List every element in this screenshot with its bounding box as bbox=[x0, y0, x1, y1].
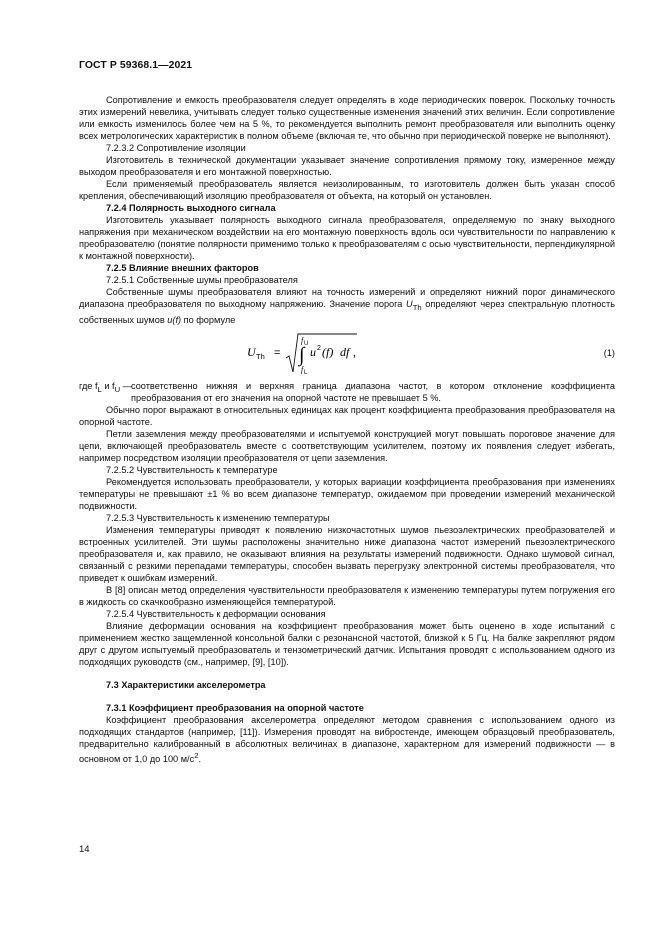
formula-differential: df bbox=[340, 344, 350, 359]
paragraph: Влияние деформации основания на коэффициент преобразования может быть оценено в ходе испытаний с применением жестко защемленной консольной балки с резонансной частотой, близкой к 5 Гц. На балке закрепляют рядом друг с другом испытуемый преобразователь и тензометрический датчик. Испытания проводят с использованием одного из подходящих руководств (см., например, [9], [10]). bbox=[79, 620, 615, 667]
formula-integrand: u bbox=[310, 344, 316, 359]
text-fragment: где f bbox=[79, 380, 98, 391]
formula-lhs-sub: Th bbox=[256, 351, 265, 361]
text-fragment: . bbox=[198, 753, 202, 764]
formula-argument: (f) bbox=[322, 344, 334, 359]
section-heading: 7.2.5 Влияние внешних факторов bbox=[106, 263, 259, 273]
paragraph: Изменения температуры приводят к появлению низкочастотных шумов пьезоэлектрических преобразователей и встроенных усилителей. Эти шумы расположены значительно ниже диапазона частот измерений пьезоэлектрического преобразователя и, как правило, не оказывают влияния на результаты измерений подвижности. Однако шумовой сигнал, связанный с резкими перепадами температуры, способен вызвать перегрузку электронной системы преобразователя, что приведет к ошибкам измерений. bbox=[79, 524, 615, 583]
subsection-heading: 7.2.5.2 Чувствительность к температуре bbox=[106, 464, 278, 475]
explanation-text: соответственно нижняя и верхняя граница диапазона частот, в котором отклонение коэффициента преобразования от его значения на опорной частоте не превышает 5 %. bbox=[131, 380, 615, 403]
paragraph bbox=[79, 286, 615, 326]
integral-lower-sub: L bbox=[304, 369, 308, 376]
formula-power: 2 bbox=[317, 344, 321, 352]
text-fragment: по формуле bbox=[181, 314, 236, 325]
text-fragment: — bbox=[120, 380, 132, 391]
paragraph: В [8] описан метод определения чувствительности преобразователя к изменению температуры путем погружения его в жидкость со скачкообразно изменяющейся температурой. bbox=[79, 584, 615, 607]
section-heading: 7.2.4 Полярность выходного сигнала bbox=[106, 203, 276, 213]
subscript: U bbox=[114, 384, 121, 394]
formula-block bbox=[79, 328, 615, 376]
subscript: Th bbox=[412, 302, 422, 312]
formula-lhs: U bbox=[247, 344, 256, 359]
subscript: L bbox=[97, 384, 102, 394]
page-number: 14 bbox=[79, 844, 90, 855]
integral-upper-limit: f bbox=[301, 335, 304, 345]
paragraph: Если применяемый преобразователь является неизолированным, то изготовитель должен быть указан способ крепления, обеспечивающий изоляцию преобразователя от объекта, на который он установлен. bbox=[79, 179, 615, 201]
text-fragment: Собственные шумы преобразователя влияют на точность измерений и определяют нижний порог динамического диапазона преобразователя по выходному напряжению. Значение порога bbox=[79, 287, 615, 309]
integral-sign: ∫ bbox=[299, 343, 305, 366]
explanation-label bbox=[79, 380, 132, 396]
paragraph: Изготовитель в технической документации указывает значение сопротивления прямому току, измеренное между выходом преобразователя и его монтажной поверхностью. bbox=[79, 155, 615, 177]
section-heading: 7.3.1 Коэффициент преобразования на опорной частоте bbox=[106, 702, 364, 713]
formula-comma: , bbox=[353, 344, 356, 359]
formula-number: (1) bbox=[603, 347, 615, 358]
variable: U bbox=[406, 299, 413, 309]
subsection-heading: 7.2.5.3 Чувствительность к изменению температуры bbox=[106, 512, 330, 523]
subsection-heading: 7.2.5.4 Чувствительность к деформации основания bbox=[106, 608, 326, 619]
paragraph: Изготовитель указывает полярность выходного сигнала преобразователя, определяемую по знаку выходного напряжения при механическом воздействии на его монтажную поверхность вдоль оси чувствительности по направлению к преобразователю (понятие полярности применимо только к преобразователям с осью чувствительности, перпендикулярной к монтажной поверхности). bbox=[79, 215, 615, 261]
integral-upper-sub: U bbox=[304, 340, 309, 347]
document-header: ГОСТ Р 59368.1—2021 bbox=[79, 60, 193, 71]
paragraph: Сопротивление и емкость преобразователя следует определять в ходе периодических поверок. Поскольку точность этих измерений невелика, учитывать следует только существенные изменения значений этих величин. Если сопротивление или емкость изменилось более чем на 5 %, то рекомендуется выполнить ремонт преобразователя или выполнить оценку всех метрологических характеристик в полном объеме (включая те, что обычно при периодической поверке не выполняют). bbox=[79, 95, 615, 141]
text-fragment: определяют через спектральную плотность собственных шумов bbox=[79, 299, 615, 325]
paragraph: Рекомендуется использовать преобразователи, у которых вариации коэффициента преобразования при изменениях температуры не превышают ±1 % во всем диапазоне температур, ожидаемом при проведении измерений механической подвижности. bbox=[79, 476, 615, 511]
formula-equals: = bbox=[274, 346, 281, 359]
section-heading: 7.3 Характеристики акселерометра bbox=[106, 679, 266, 690]
formula-explanation bbox=[79, 380, 615, 404]
document-body bbox=[79, 94, 615, 765]
variable: u(f) bbox=[167, 314, 182, 325]
paragraph: Петли заземления между преобразователями и испытуемой конструкцией могут повышать пороговое значение для цепи, включающей преобразователь вместе с соответствующим усилителем, поэтому их появления следует избегать, например посредством изоляции преобразователя от цепи заземления. bbox=[79, 428, 615, 463]
integral-lower-limit: f bbox=[301, 364, 304, 374]
formula-1 bbox=[247, 330, 447, 376]
text-fragment: и f bbox=[101, 380, 115, 391]
subsection-heading: 7.2.3.2 Сопротивление изоляции bbox=[106, 143, 246, 153]
spacer bbox=[79, 668, 615, 679]
spacer bbox=[79, 691, 615, 702]
subsection-heading: 7.2.5.1 Собственные шумы преобразователя bbox=[106, 275, 298, 285]
superscript: 2 bbox=[194, 750, 199, 760]
text-fragment: Коэффициент преобразования акселерометра определяют методом сравнения с использованием одного из подходящих стандартов (например, [11]). Измерения проводят на вибростенде, имеющем образцовый преобразователь, предварительно калиброванный в абсолютных величинах в диапазоне, характерном для измерений подвижности — в основном от 1,0 до 100 м/с bbox=[79, 714, 615, 764]
paragraph bbox=[79, 714, 615, 765]
paragraph: Обычно порог выражают в относительных единицах как процент коэффициента преобразования преобразователя на опорной частоте. bbox=[79, 404, 615, 427]
